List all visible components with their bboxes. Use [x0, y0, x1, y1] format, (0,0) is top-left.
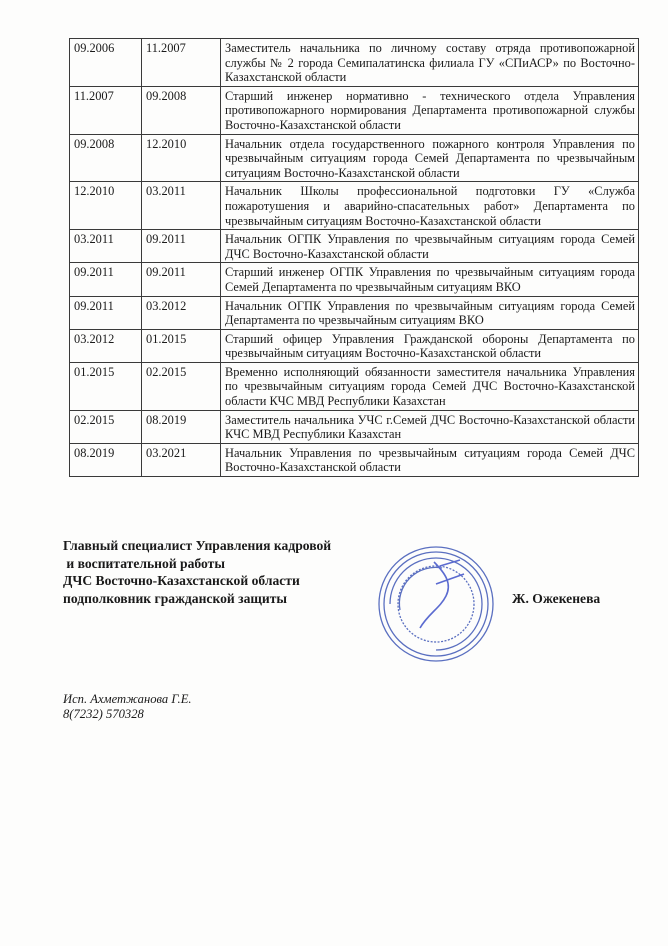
- signatory-title-line-4: подполковник гражданской защиты: [63, 590, 288, 606]
- row-end-date: 03.2012: [142, 296, 221, 329]
- table-row: [70, 443, 639, 476]
- row-end-date: 11.2007: [142, 39, 221, 87]
- executor-block: [63, 692, 192, 722]
- career-table-body: [70, 39, 639, 477]
- row-end-date: 03.2011: [142, 182, 221, 230]
- row-start-date: 09.2011: [70, 263, 142, 296]
- row-position-description: Начальник ОГПК Управления по чрезвычайным ситуациям города Семей Департамента по чрезвычайным ситуациям ВКО: [221, 296, 639, 329]
- row-end-date: 08.2019: [142, 410, 221, 443]
- row-start-date: 01.2015: [70, 362, 142, 410]
- table-row: [70, 329, 639, 362]
- table-row: [70, 410, 639, 443]
- table-row: [70, 362, 639, 410]
- signatory-title-line-2: и воспитательной работы: [63, 555, 225, 571]
- row-end-date: 02.2015: [142, 362, 221, 410]
- signatory-name: Ж. Ожекенева: [512, 591, 601, 606]
- executor-phone: 8(7232) 570328: [63, 707, 144, 721]
- table-row: [70, 263, 639, 296]
- row-start-date: 11.2007: [70, 86, 142, 134]
- signatory-title-line-3: ДЧС Восточно-Казахстанской области: [63, 573, 300, 588]
- table-row: [70, 230, 639, 263]
- row-start-date: 08.2019: [70, 443, 142, 476]
- signatory-title-line-1: Главный специалист Управления кадровой: [63, 538, 332, 553]
- row-position-description: Временно исполняющий обязанности заместителя начальника Управления по чрезвычайным ситуациям города Семей ДЧС Восточно-Казахстанской области КЧС МВД Республики Казахстан: [221, 362, 639, 410]
- row-end-date: 09.2011: [142, 263, 221, 296]
- row-position-description: Начальник Школы профессиональной подготовки ГУ «Служба пожаротушения и аварийно-спасательных работ» Департамента по чрезвычайным ситуациям Восточно-Казахстанской области: [221, 182, 639, 230]
- official-stamp-icon: [376, 544, 496, 664]
- row-start-date: 03.2011: [70, 230, 142, 263]
- row-end-date: 01.2015: [142, 329, 221, 362]
- row-start-date: 02.2015: [70, 410, 142, 443]
- row-position-description: Старший инженер ОГПК Управления по чрезвычайным ситуациям города Семей Департамента по чрезвычайным ситуациям ВКО: [221, 263, 639, 296]
- row-end-date: 03.2021: [142, 443, 221, 476]
- table-row: [70, 86, 639, 134]
- signatory-title-block: [63, 537, 331, 607]
- row-position-description: Заместитель начальника по личному составу отряда противопожарной службы № 2 города Семипалатинска филиала ГУ «СПиАСР» по Восточно-Казахстанской области: [221, 39, 639, 87]
- row-position-description: Начальник отдела государственного пожарного контроля Управления по чрезвычайным ситуациям города Семей Департамента по чрезвычайным ситуациям Восточно-Казахстанской области: [221, 134, 639, 182]
- row-start-date: 09.2006: [70, 39, 142, 87]
- row-position-description: Заместитель начальника УЧС г.Семей ДЧС Восточно-Казахстанской области КЧС МВД Республики Казахстан: [221, 410, 639, 443]
- row-position-description: Старший офицер Управления Гражданской обороны Департамента по чрезвычайным ситуациям Восточно-Казахстанской области: [221, 329, 639, 362]
- row-start-date: 09.2011: [70, 296, 142, 329]
- table-row: [70, 182, 639, 230]
- row-end-date: 09.2011: [142, 230, 221, 263]
- executor-name: Исп. Ахметжанова Г.Е.: [63, 692, 192, 706]
- row-position-description: Начальник Управления по чрезвычайным ситуациям города Семей ДЧС Восточно-Казахстанской области: [221, 443, 639, 476]
- row-end-date: 12.2010: [142, 134, 221, 182]
- row-start-date: 03.2012: [70, 329, 142, 362]
- table-row: [70, 296, 639, 329]
- row-position-description: Старший инженер нормативно - технического отдела Управления противопожарного нормирования Департамента противопожарной службы Восточно-Казахстанской области: [221, 86, 639, 134]
- row-end-date: 09.2008: [142, 86, 221, 134]
- table-row: [70, 134, 639, 182]
- row-position-description: Начальник ОГПК Управления по чрезвычайным ситуациям города Семей ДЧС Восточно-Казахстанской области: [221, 230, 639, 263]
- row-start-date: 12.2010: [70, 182, 142, 230]
- career-table: [69, 38, 639, 477]
- row-start-date: 09.2008: [70, 134, 142, 182]
- table-row: [70, 39, 639, 87]
